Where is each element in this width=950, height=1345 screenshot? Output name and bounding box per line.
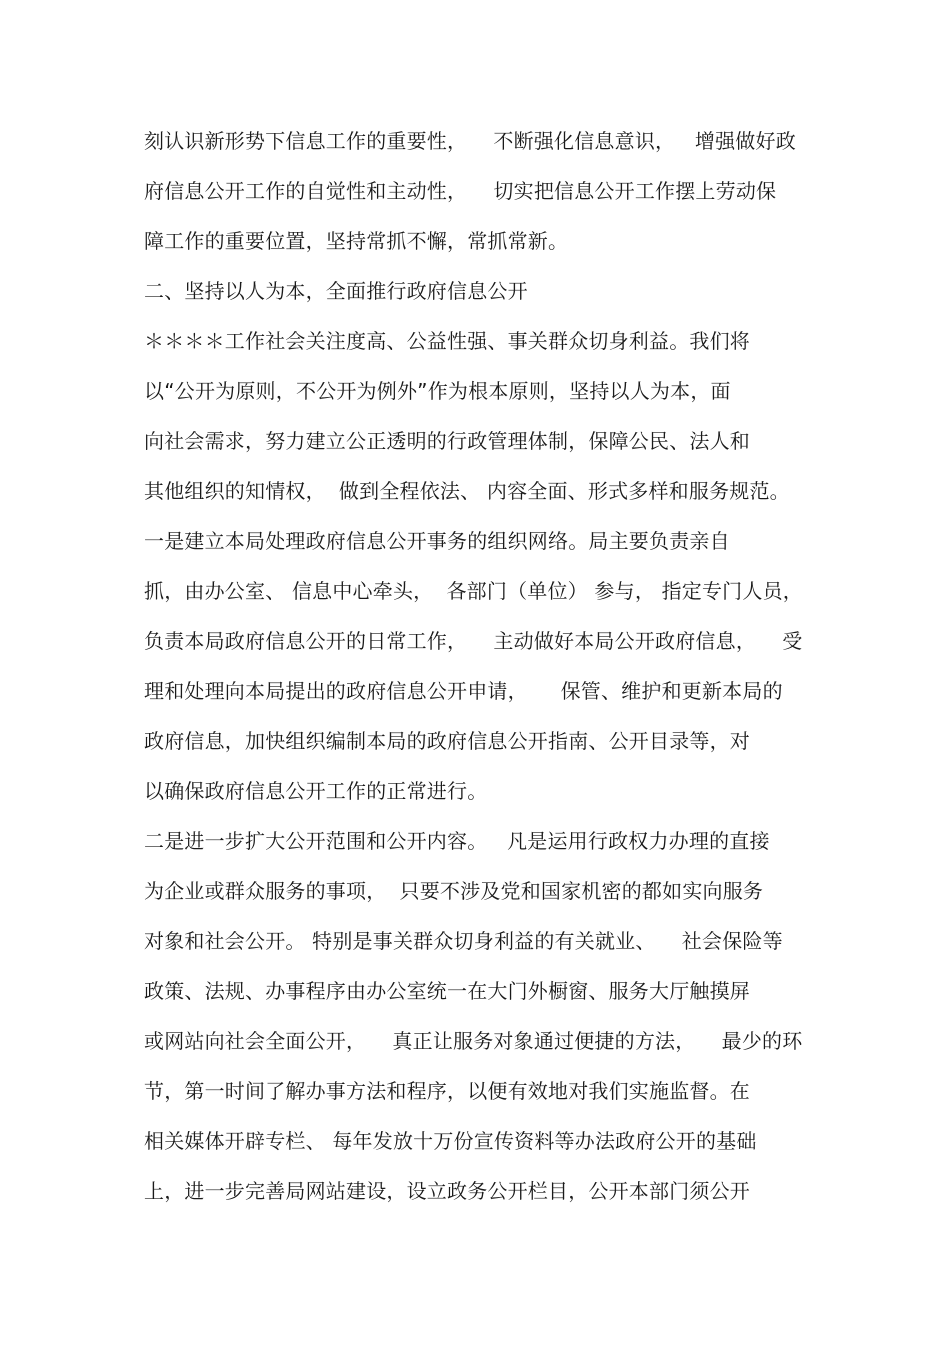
- text-line: 上，进一步完善局网站建设，设立政务公开栏目，公开本部门须公开: [144, 1179, 750, 1203]
- text-line: 政府信息，加快组织编制本局的政府信息公开指南、公开目录等，对: [144, 729, 750, 753]
- text-line: 其他组织的知情权， 做到全程依法、 内容全面、形式多样和服务规范。: [144, 479, 790, 503]
- text-line: 向社会需求，努力建立公正透明的行政管理体制，保障公民、法人和: [144, 429, 750, 453]
- text-line: 相关媒体开辟专栏、 每年发放十万份宣传资料等办法政府公开的基础: [144, 1129, 757, 1153]
- text-line: 理和处理向本局提出的政府信息公开申请， 保管、维护和更新本局的: [144, 679, 783, 703]
- text-line: ＊＊＊＊工作社会关注度高、公益性强、事关群众切身利益。我们将: [144, 329, 750, 353]
- text-line: 对象和社会公开。 特别是事关群众切身利益的有关就业、 社会保险等: [144, 929, 783, 953]
- text-line: 一是建立本局处理政府信息公开事务的组织网络。局主要负责亲自: [144, 529, 730, 553]
- text-line: 二是进一步扩大公开范围和公开内容。 凡是运用行政权力办理的直接: [144, 829, 770, 853]
- text-line: 府信息公开工作的自觉性和主动性， 切实把信息公开工作摆上劳动保: [144, 179, 777, 203]
- text-line: 政策、法规、办事程序由办公室统一在大门外橱窗、服务大厅触摸屏: [144, 979, 750, 1003]
- text-line: 障工作的重要位置，坚持常抓不懈，常抓常新。: [144, 229, 569, 253]
- section-heading: 二、坚持以人为本，全面推行政府信息公开: [144, 279, 528, 303]
- document-body: [144, 122, 824, 1222]
- text-line: 刻认识新形势下信息工作的重要性， 不断强化信息意识， 增强做好政: [144, 129, 796, 153]
- text-line: 负责本局政府信息公开的日常工作， 主动做好本局公开政府信息， 受: [144, 629, 803, 653]
- text-line: 以“公开为原则，不公开为例外”作为根本原则，坚持以人为本，面: [144, 379, 731, 403]
- text-line: 节，第一时间了解办事方法和程序，以便有效地对我们实施监督。在: [144, 1079, 750, 1103]
- text-line: 为企业或群众服务的事项， 只要不涉及党和国家机密的都如实向服务: [144, 879, 764, 903]
- text-line: 或网站向社会全面公开， 真正让服务对象通过便捷的方法， 最少的环: [144, 1029, 803, 1053]
- text-line: 抓，由办公室、 信息中心牵头， 各部门（单位） 参与， 指定专门人员，: [144, 579, 803, 603]
- text-line: 以确保政府信息公开工作的正常进行。: [144, 779, 488, 803]
